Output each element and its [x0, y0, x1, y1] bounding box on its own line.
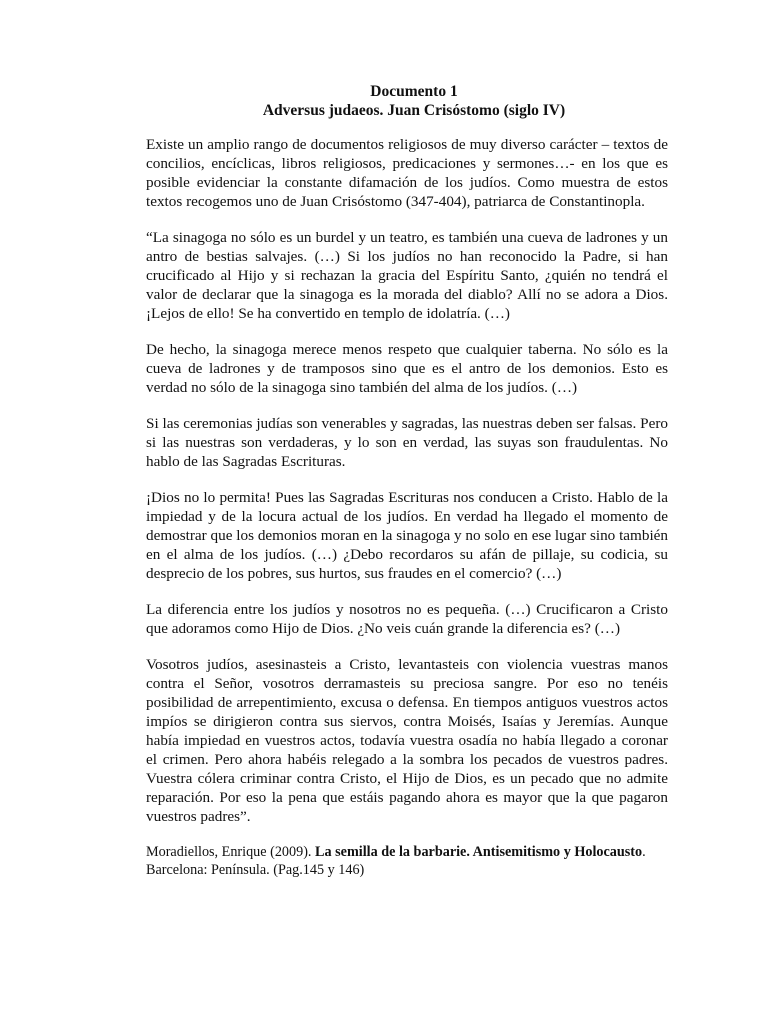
quote-paragraph-2: De hecho, la sinagoga merece menos respeto que cualquier taberna. No sólo es la cueva de ladrones y de tramposos sino que es el antro de los demonios. Esto es verdad no sólo de la sinagoga sino también del alma de los judíos. (…) — [146, 341, 668, 396]
quote-paragraph-4: ¡Dios no lo permita! Pues las Sagradas Escrituras nos conducen a Cristo. Hablo de la impiedad y de la locura actual de los judíos. En verdad ha llegado el momento de demostrar que los demonios moran en la sinagoga y no solo en ese lugar sino también en el alma de los judíos. (…) ¿Debo recordaros su afán de pillaje, su codicia, su desprecio de los pobres, sus hurtos, sus fraudes en el comercio? (…) — [146, 489, 668, 582]
title-block — [146, 82, 668, 120]
quote-paragraph-1: “La sinagoga no sólo es un burdel y un teatro, es también una cueva de ladrones y un antro de bestias salvajes. (…) Si los judíos no han reconocido la Padre, si han crucificado al Hijo y si rechazan la gracia del Espíritu Santo, ¿quién no tendrá el valor de declarar que la sinagoga es la morada del diablo? Allí no se adora a Dios. ¡Lejos de ello! Se ha convertido en templo de idolatría. (…) — [146, 229, 668, 322]
citation-author: Moradiellos, Enrique (2009). — [146, 844, 316, 860]
document-heading: Documento 1 — [370, 83, 458, 100]
quote-paragraph-5: La diferencia entre los judíos y nosotros no es pequeña. (…) Crucificaron a Cristo que adoramos como Hijo de Dios. ¿No veis cuán grande la diferencia es? (…) — [146, 601, 668, 637]
intro-paragraph: Existe un amplio rango de documentos religiosos de muy diverso carácter – textos de concilios, encíclicas, libros religiosos, predicaciones y sermones…- en los que es posible evidenciar la constante difamación de los judíos. Como muestra de estos textos recogemos uno de Juan Crisóstomo (347-404), patriarca de Constantinopla. — [146, 136, 668, 210]
source-citation — [146, 843, 668, 879]
quote-paragraph-6: Vosotros judíos, asesinasteis a Cristo, levantasteis con violencia vuestras manos contra el Señor, vosotros derramasteis su preciosa sangre. Por eso no tenéis posibilidad de arrepentimiento, excusa o defensa. En tiempos antiguos vuestros actos impíos se dirigieron contra sus siervos, contra Moisés, Isaías y Jeremías. Aunque había impiedad en vuestros actos, todavía vuestra osadía no había llegado a coronar el crimen. Pero ahora habéis relegado a la sombra los pecados de vuestros padres. Vuestra cólera criminar contra Cristo, el Hijo de Dios, es un pecado que no admite reparación. Por eso la pena que estáis pagando ahora es mayor que la que pagaron vuestros padres”. — [146, 656, 668, 825]
document-subheading: Adversus judaeos. Juan Crisóstomo (siglo IV) — [262, 102, 566, 119]
citation-publisher: Barcelona: Península. (Pag.145 y 146) — [146, 862, 365, 878]
citation-title: La semilla de la barbarie. Antisemitismo y Holocausto — [315, 844, 643, 860]
quote-paragraph-3: Si las ceremonias judías son venerables y sagradas, las nuestras deben ser falsas. Pero si las nuestras son verdaderas, y lo son en verdad, las suyas son fraudulentas. No hablo de las Sagradas Escrituras. — [146, 415, 668, 470]
citation-end: . — [642, 844, 646, 860]
